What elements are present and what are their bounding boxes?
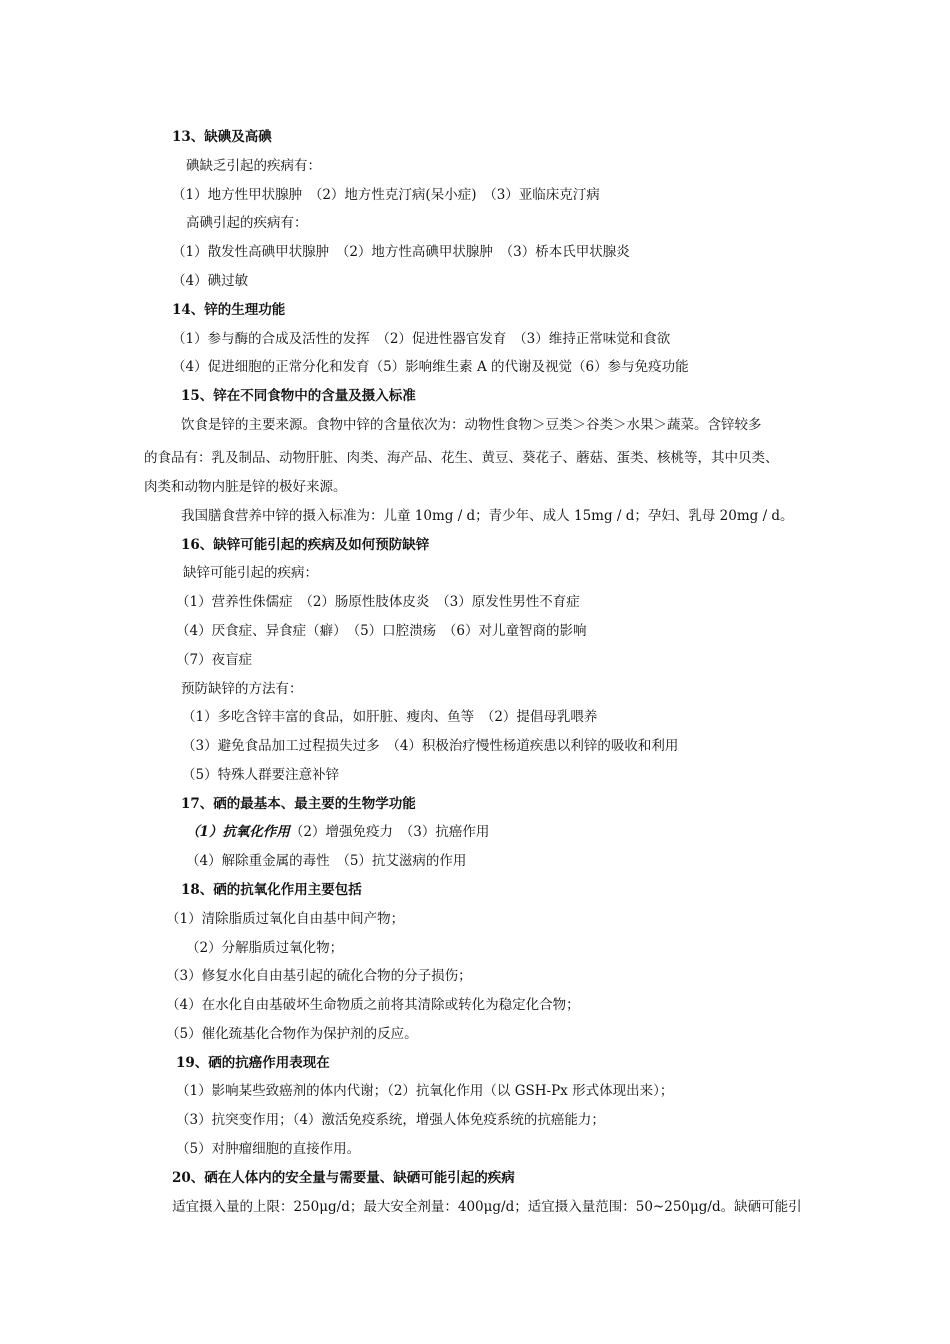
paragraph-line: （4）碘过敏 — [172, 273, 249, 289]
paragraph-line: （4）厌食症、异食症（癖） （5）口腔溃疡 （6）对儿童智商的影响 — [176, 623, 587, 639]
paragraph-line: （1）多吃含锌丰富的食品，如肝脏、瘦肉、鱼等 （2）提倡母乳喂养 — [182, 709, 598, 725]
paragraph-line: 饮食是锌的主要来源。食物中锌的含量依次为：动物性食物＞豆类＞谷类＞水果＞蔬菜。含锌较多 — [181, 417, 762, 433]
paragraph-line: （4）解除重金属的毒性 （5）抗艾滋病的作用 — [186, 853, 467, 869]
paragraph-line: 碘缺乏引起的疾病有： — [186, 158, 321, 174]
paragraph-line: （5）特殊人群要注意补锌 — [182, 767, 340, 783]
paragraph-line: 高碘引起的疾病有： — [186, 215, 308, 231]
heading-16: 16、缺锌可能引起的疾病及如何预防缺锌 — [181, 537, 430, 553]
paragraph-line: （1）清除脂质过氧化自由基中间产物； — [166, 911, 405, 927]
paragraph-line: （1）营养性侏儒症 （2）肠原性肢体皮炎 （3）原发性男性不育症 — [176, 594, 580, 610]
paragraph-line: （1）影响某些致癌剂的体内代谢；（2）抗氧化作用（以 GSH-Px 形式体现出来）； — [176, 1083, 674, 1099]
paragraph-line: （2）分解脂质过氧化物； — [186, 940, 344, 956]
paragraph-line: 适宜摄入量的上限：250μg/d；最大安全剂量：400μg/d；适宜摄入量范围：50~250μg/d。缺硒可能引 — [172, 1199, 802, 1215]
paragraph-line — [186, 823, 489, 841]
paragraph-line: （5）催化巯基化合物作为保护剂的反应。 — [166, 1026, 418, 1042]
paragraph-line: （1）参与酶的合成及活性的发挥 （2）促进性器官发育 （3）维持正常味觉和食欲 — [172, 331, 671, 347]
heading-18: 18、硒的抗氧化作用主要包括 — [181, 882, 362, 898]
heading-13: 13、缺碘及高碘 — [172, 129, 272, 145]
paragraph-line: （4）促进细胞的正常分化和发育（5）影响维生素 A 的代谢及视觉（6）参与免疫功能 — [172, 359, 689, 375]
heading-17: 17、硒的最基本、最主要的生物学功能 — [181, 796, 416, 812]
emphasis-text: （1）抗氧化作用 — [186, 824, 290, 840]
paragraph-line: （7）夜盲症 — [176, 652, 253, 668]
heading-20: 20、硒在人体内的安全量与需要量、缺硒可能引起的疾病 — [172, 1170, 515, 1186]
paragraph-line: （4）在水化自由基破坏生命物质之前将其清除或转化为稳定化合物； — [166, 997, 580, 1013]
paragraph-line: （3）抗突变作用；（4）激活免疫系统，增强人体免疫系统的抗癌能力； — [176, 1112, 605, 1128]
heading-15: 15、锌在不同食物中的含量及摄入标准 — [181, 388, 416, 404]
heading-14: 14、锌的生理功能 — [172, 302, 286, 318]
paragraph-line: 预防缺锌的方法有： — [181, 681, 303, 697]
paragraph-line: （5）对肿瘤细胞的直接作用。 — [176, 1141, 361, 1157]
paragraph-line: （3）避免食品加工过程损失过多 （4）积极治疗慢性杨道疾患以利锌的吸收和利用 — [182, 738, 679, 754]
paragraph-line: （1）地方性甲状腺肿 （2）地方性克汀病(呆小症) （3）亚临床克汀病 — [172, 187, 600, 203]
paragraph-line: 缺锌可能引起的疾病： — [183, 565, 318, 581]
paragraph-line: （1）散发性高碘甲状腺肿 （2）地方性高碘甲状腺肿 （3）桥本氏甲状腺炎 — [172, 244, 630, 260]
inline-text: （2）增强免疫力 （3）抗癌作用 — [289, 824, 490, 840]
heading-19: 19、硒的抗癌作用表现在 — [176, 1055, 330, 1071]
paragraph-line: 肉类和动物内脏是锌的极好来源。 — [144, 479, 347, 495]
paragraph-line: 我国膳食营养中锌的摄入标准为：儿童 10mg / d；青少年、成人 15mg / d；孕妇、乳母 20mg / d。 — [181, 508, 794, 524]
paragraph-line: 的食品有：乳及制品、动物肝脏、肉类、海产品、花生、黄豆、葵花子、蘑菇、蛋类、核桃等，其中贝类、 — [144, 450, 779, 466]
paragraph-line: （3）修复水化自由基引起的硫化合物的分子损伤； — [166, 968, 472, 984]
